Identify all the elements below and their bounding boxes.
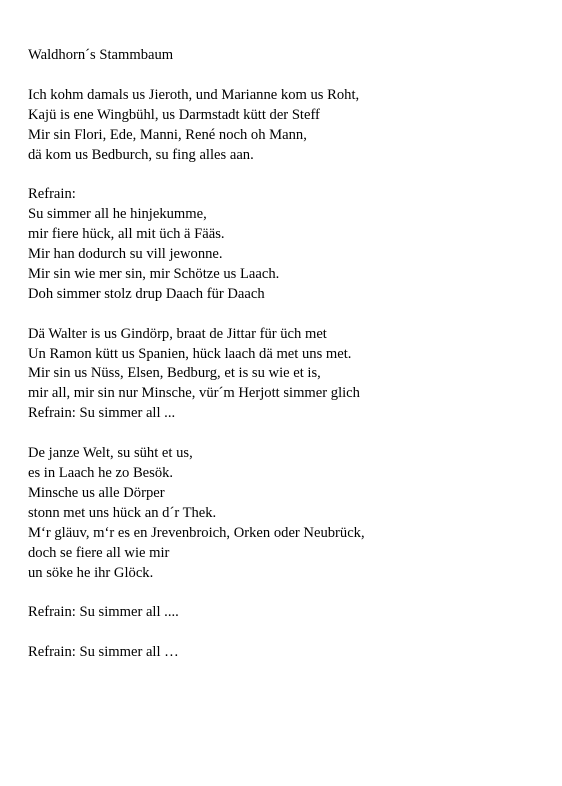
verse-2-line-1: Dä Walter is us Gindörp, braat de Jittar für üch met xyxy=(28,325,327,342)
refrain xyxy=(28,185,548,304)
song-title: Waldhorn´s Stammbaum xyxy=(28,47,174,63)
stanza-gap xyxy=(28,66,548,86)
verse-3-line-3: Minsche us alle Dörper xyxy=(28,484,165,501)
refrain-line-5: Doh simmer stolz drup Daach für Daach xyxy=(28,285,265,302)
verse-1-line-3: Mir sin Flori, Ede, Manni, René noch oh Mann, xyxy=(28,126,307,143)
closing-refrain-1: Refrain: Su simmer all .... xyxy=(28,604,179,621)
refrain-line-1: Su simmer all he hinjekumme, xyxy=(28,206,207,223)
refrain-heading: Refrain: xyxy=(28,186,76,203)
refrain-line-4: Mir sin wie mer sin, mir Schötze us Laach. xyxy=(28,265,280,282)
verse-1-line-4: dä kom us Bedburch, su fing alles aan. xyxy=(28,146,254,163)
verse-3-line-1: De janze Welt, su süht et us, xyxy=(28,445,193,462)
refrain-line-2: mir fiere hück, all mit üch ä Fääs. xyxy=(28,226,225,243)
stanza-gap xyxy=(28,165,548,185)
verse-3-line-6: doch se fiere all wie mir xyxy=(28,544,170,561)
verse-2-refrain-ref: Refrain: Su simmer all ... xyxy=(28,405,176,422)
verse-3-line-7: un söke he ihr Glöck. xyxy=(28,564,154,581)
verse-3-line-4: stonn met uns hück an d´r Thek. xyxy=(28,504,217,521)
stanza-gap xyxy=(28,583,548,603)
stanza-gap xyxy=(28,305,548,325)
closing-refrain-2: Refrain: Su simmer all … xyxy=(28,644,179,661)
verse-3-line-2: es in Laach he zo Besök. xyxy=(28,464,174,481)
refrain-line-3: Mir han dodurch su vill jewonne. xyxy=(28,246,223,263)
verse-2 xyxy=(28,325,548,425)
verse-1-line-1: Ich kohm damals us Jieroth, und Marianne kom us Roht, xyxy=(28,86,360,103)
verse-2-line-4: mir all, mir sin nur Minsche, vür´m Herjott simmer glich xyxy=(28,385,360,402)
verse-3-line-5: M‘r gläuv, m‘r es en Jrevenbroich, Orken oder Neubrück, xyxy=(28,524,365,541)
verse-1 xyxy=(28,86,548,166)
verse-2-line-2: Un Ramon kütt us Spanien, hück laach dä met uns met. xyxy=(28,345,352,362)
verse-1-line-2: Kajü is ene Wingbühl, us Darmstadt kütt der Steff xyxy=(28,106,320,123)
verse-3 xyxy=(28,444,548,583)
verse-2-line-3: Mir sin us Nüss, Elsen, Bedburg, et is su wie et is, xyxy=(28,365,321,382)
stanza-gap xyxy=(28,424,548,444)
stanza-gap xyxy=(28,623,548,643)
song-text xyxy=(28,46,548,663)
